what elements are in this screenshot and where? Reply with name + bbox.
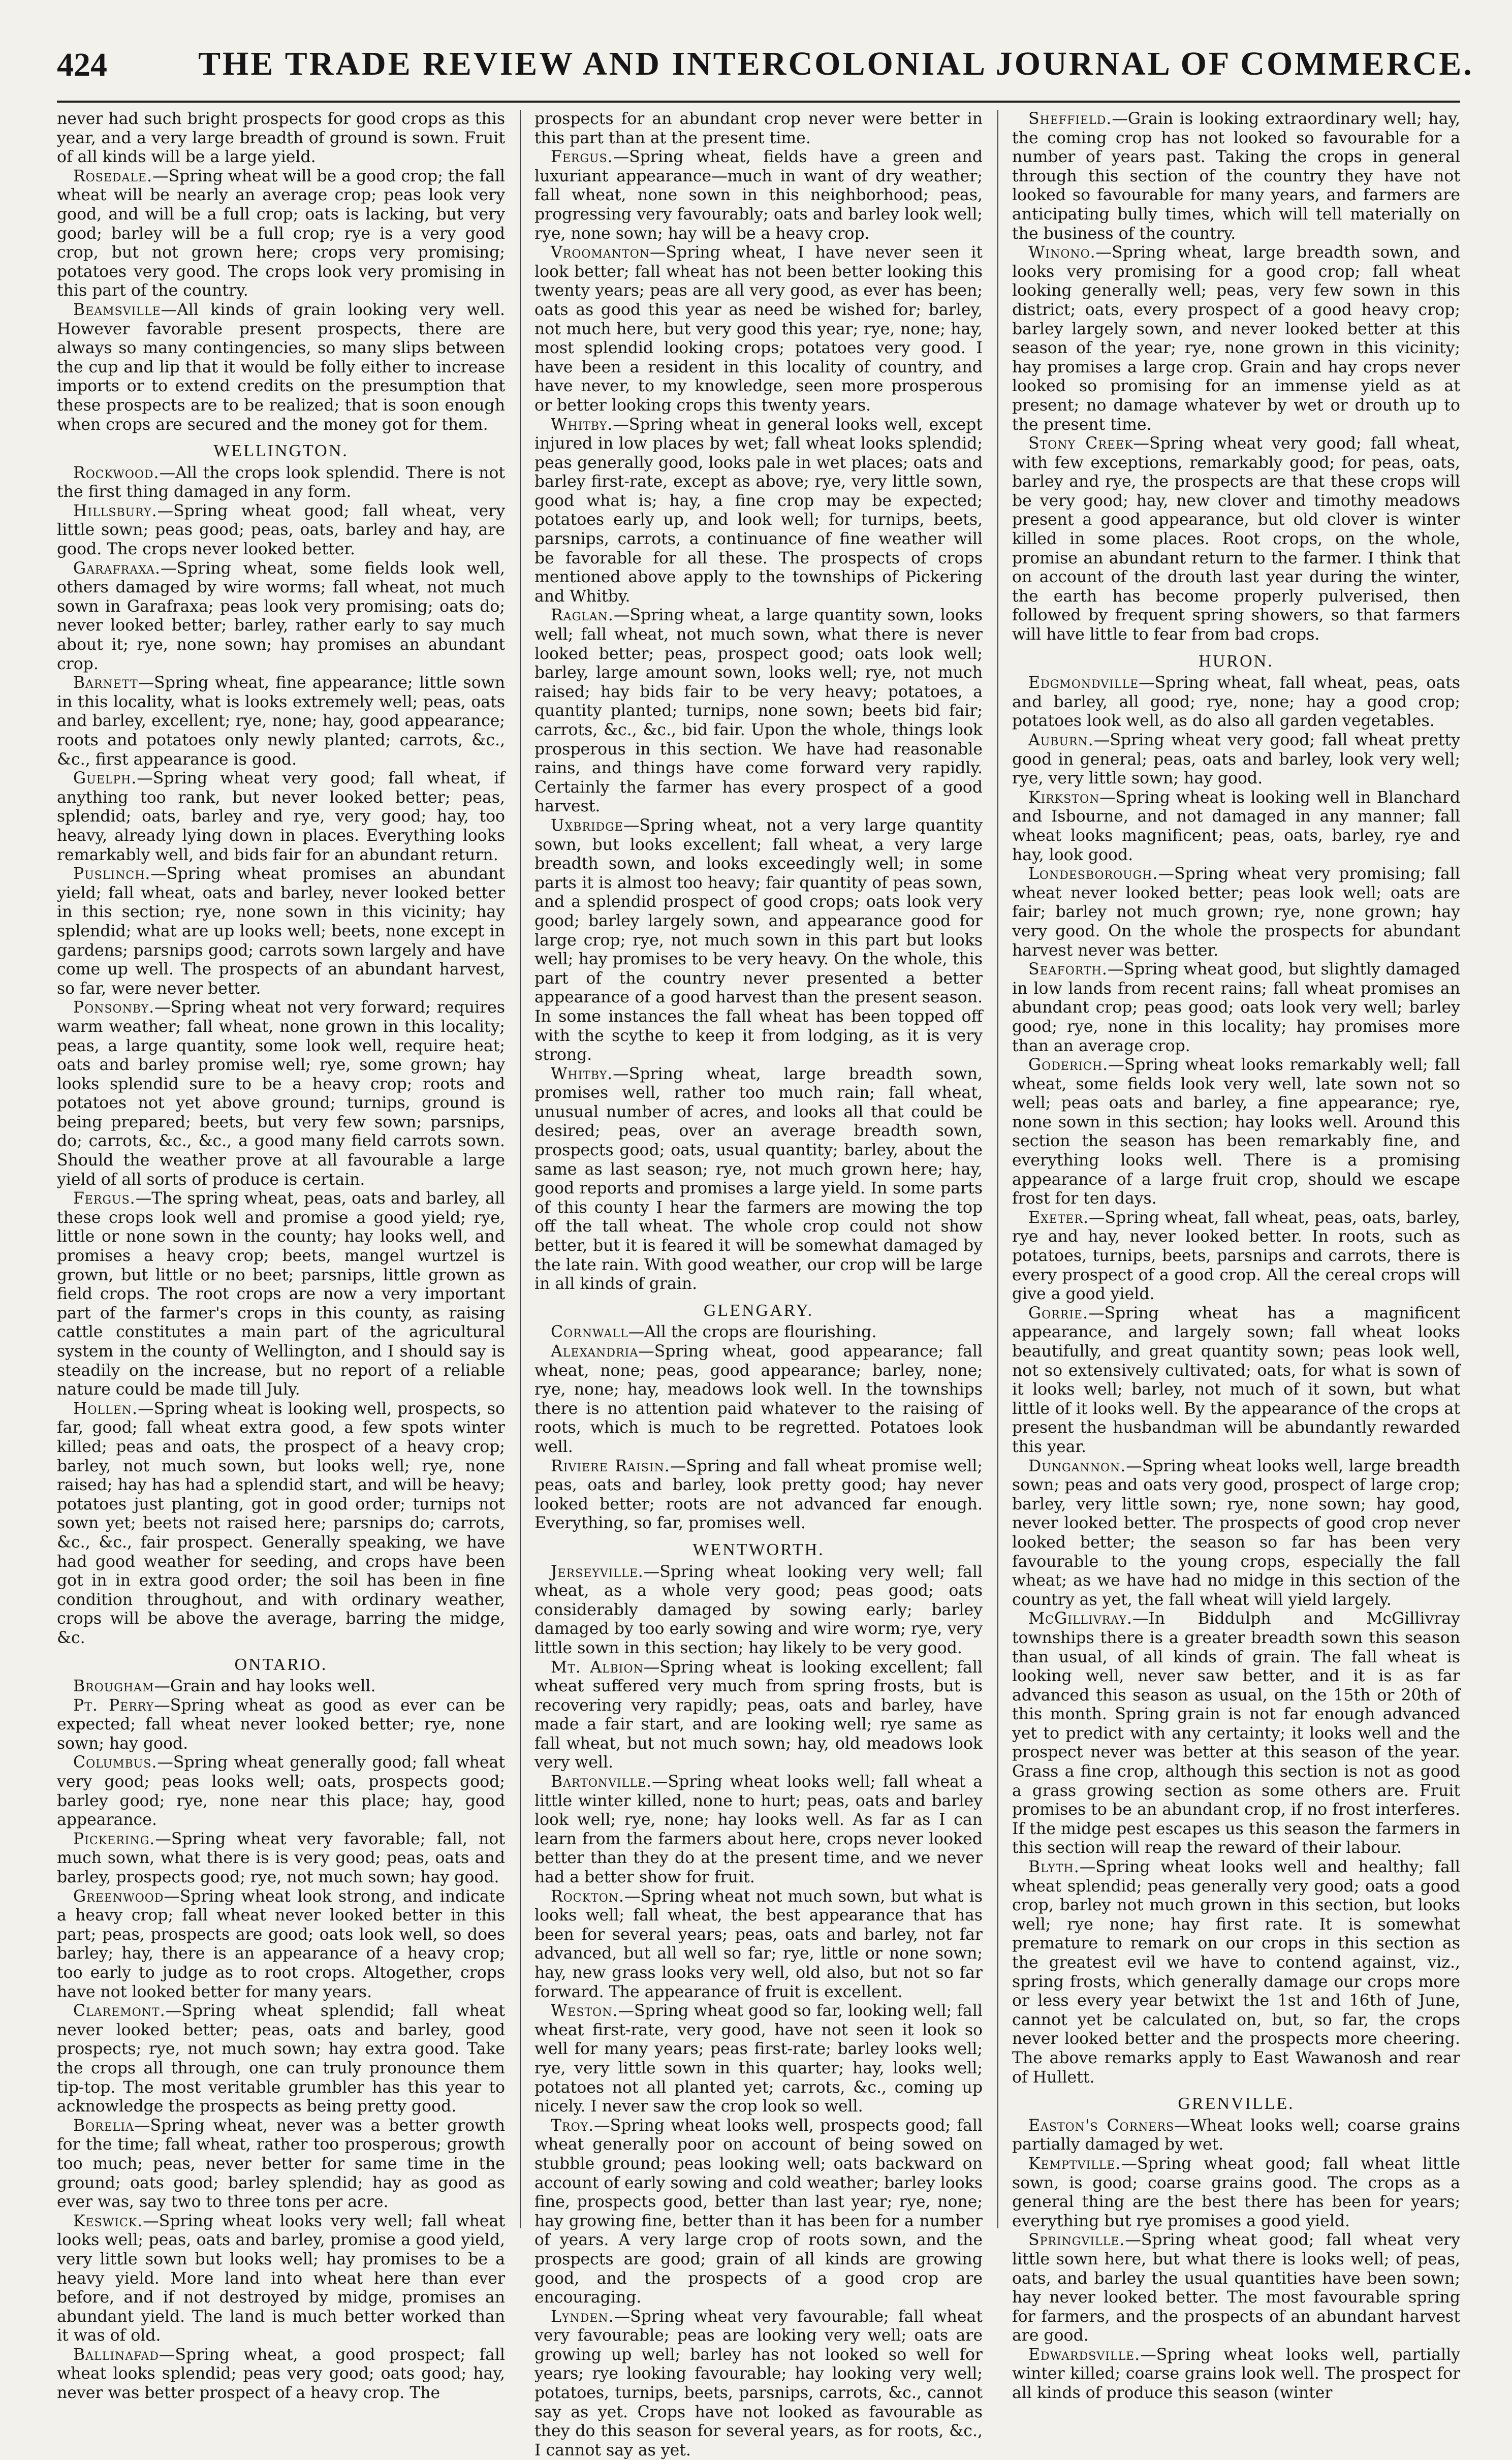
- report-text: —Spring and fall wheat promise well; peas, oats and barley, look pretty good; hay never looked better; roots are not advanced far enough. Everything, so far, promises well.: [534, 1457, 983, 1533]
- column-divider-1: [520, 110, 521, 2228]
- section-heading: GRENVILLE.: [1178, 2094, 1295, 2114]
- place-name: Easton's Corners: [1028, 2116, 1175, 2135]
- place-name: Edwardsville.: [1028, 2345, 1141, 2364]
- report-text: —Spring wheat splendid; fall wheat never looked better; peas, oats and barley, good prospects; rye, not much sown; hay extra good. Take the crops all through, one can truly pronounce them tip-top. The most veritable grumbler has this year to acknowledge the prospects as being pretty good.: [57, 2002, 505, 2116]
- section-heading: HURON.: [1199, 651, 1274, 671]
- report-paragraph: [1012, 243, 1460, 434]
- place-name: Pickering.: [73, 1830, 155, 1848]
- section-heading: GLENGARY.: [703, 1301, 814, 1320]
- report-paragraph: [534, 1065, 983, 1294]
- place-name: Guelph.: [73, 769, 137, 788]
- report-text: —Spring wheat good; fall wheat little sown, is good; coarse grains good. The crops as a general thing are the best there has been for years; everything but rye promises a good yield.: [1012, 2154, 1460, 2230]
- report-paragraph: [57, 502, 505, 559]
- place-name: Goderich.: [1028, 1056, 1109, 1075]
- place-name: Winono.: [1028, 243, 1096, 262]
- report-text: —Spring wheat very good; fall wheat pretty good in general; peas, oats and barley, look very well; rye, very little sown; hay good.: [1012, 731, 1460, 788]
- report-paragraph: [534, 2002, 983, 2117]
- page-number: 424: [57, 46, 107, 83]
- place-name: Hollen.: [73, 1399, 138, 1418]
- section-heading: ONTARIO.: [234, 1655, 328, 1674]
- page-header: [0, 41, 1512, 97]
- place-name: Garafraxa.: [73, 559, 161, 578]
- report-text: —Spring wheat good so far, looking well; fall wheat first-rate, very good, have not seen it look so well for many years; peas first-rate; barley looks well; rye, very little sown in this quarter; hay, looks well; potatoes not all planted yet; carrots, &c., coming up nicely. I never saw the crop look so well.: [534, 2002, 983, 2116]
- report-text: —Spring wheat, fields have a green and luxuriant appearance—much in want of dry weather; fall wheat, none sown in this neighborhood; peas, progressing very favourably; oats and barley look well; rye, none sown; hay will be a heavy crop.: [534, 148, 983, 243]
- report-text: —Spring wheat good; fall wheat very little sown here, but what there is looks well; of peas, oats, and barley the usual quantities have been sown; hay never looked better. The most favourable spring for farmers, and the prospects of an abundant harvest are good.: [1012, 2231, 1460, 2345]
- place-name: Springville.: [1028, 2231, 1125, 2250]
- place-name: Blyth.: [1028, 1858, 1080, 1877]
- place-name: Beamsville: [73, 300, 161, 319]
- report-text: —Spring wheat very good; fall wheat, if anything too rank, but never looked better; peas, splendid; oats, barley and rye, very good; hay, too heavy, already lying down in places. Everything looks remarkably well, and bids fair for an abundant return.: [57, 769, 505, 864]
- report-paragraph: [534, 1563, 983, 1658]
- column-3: [1012, 110, 1460, 2403]
- report-paragraph: [534, 816, 983, 1065]
- place-name: Alexandria: [551, 1342, 639, 1361]
- report-text: —Wheat looks well; coarse grains partially damaged by wet.: [1012, 2116, 1460, 2154]
- place-name: Sheffield.: [1028, 110, 1112, 128]
- report-paragraph: [1012, 731, 1460, 789]
- report-text: —Spring wheat in general looks well, except injured in low places by wet; fall wheat looks splendid; peas generally good, looks pale in wet places; oats and barley first-rate, except as above; rye, very little sown, good what is; hay, a fine crop may be expected; potatoes early up, and look well; for turnips, beets, parsnips, carrots, a continuance of fine weather will be favorable for all these. The prospects of crops mentioned above apply to the townships of Pickering and Whitby.: [534, 415, 983, 606]
- report-text: —Spring wheat looks well and healthy; fall wheat splendid; peas generally very good; oats a good crop, barley not much grown in this section, but looks well; rye none; hay first rate. It is somewhat premature to remark on our crops in this section as the greatest evil we have to contend against, viz., spring frosts, which generally damage our crops more or less every year betwixt the 1st and 16th of June, cannot yet be calculated on, but, so far, the crops never looked better and the prospects more cheering. The above remarks apply to East Wawanosh and rear of Hullett.: [1012, 1858, 1460, 2087]
- report-text: —Spring wheat is looking well in Blanchard and Isbourne, and not damaged in any manner; fall wheat looks magnificent; peas, oats, barley, rye and hay, look good.: [1012, 788, 1460, 864]
- report-text: —Spring wheat, never was a better growth for the time; fall wheat, rather too prosperous; growth too much; peas, never better for same time in the ground; oats good; barley splendid; hay as good as ever was, say two to three tons per acre.: [57, 2116, 505, 2212]
- report-text: —All the crops look splendid. There is not the first thing damaged in any form.: [57, 463, 505, 501]
- report-paragraph: [57, 2346, 505, 2403]
- report-paragraph: [57, 1696, 505, 1754]
- report-paragraph: [1012, 2155, 1460, 2231]
- report-paragraph: [1012, 1056, 1460, 1209]
- report-text: —All kinds of grain looking very well. However favorable present prospects, there are always so many contingencies, so many slips between the cup and lip that it would be folly either to increase imports or to extend credits on the presumption that these prospects are to be realized; that is soon enough when crops are secured and the money got for them.: [57, 300, 505, 434]
- report-paragraph: [57, 2002, 505, 2117]
- place-name: Gorrie.: [1028, 1304, 1089, 1322]
- place-name: Weston.: [551, 2002, 618, 2021]
- report-text: —Spring wheat good; fall wheat, very little sown; peas good; peas, oats, barley and hay, are good. The crops never looked better.: [57, 501, 505, 559]
- report-paragraph: [534, 1887, 983, 2002]
- report-paragraph: [57, 998, 505, 1189]
- place-name: Keswick.: [73, 2212, 143, 2230]
- report-text: never had such bright prospects for good crops as this year, and a very large breadth of ground is sown. Fruit of all kinds will be a large yield.: [57, 110, 505, 167]
- place-name: Greenwood: [73, 1887, 164, 1906]
- report-paragraph: [1012, 674, 1460, 731]
- place-name: Whitby.: [551, 1064, 613, 1083]
- place-name: Seaforth.: [1028, 960, 1108, 979]
- place-name: Whitby.: [551, 415, 613, 434]
- place-name: Claremont.: [73, 2002, 166, 2021]
- report-text: —Spring wheat, a large quantity sown, looks well; fall wheat, not much sown, what there is never looked better; peas, prospect good; oats look well; barley, large amount sown, looks well; rye, not much raised; hay bids fair to be very heavy; potatoes, a quantity planted; turnips, none sown; beets bid fair; carrots, &c., &c., bid fair. Upon the whole, things look prosperous in this section. We have had reasonable rains, and things have come forward very rapidly. Certainly the farmer has every prospect of a good harvest.: [534, 606, 983, 816]
- report-paragraph: [1012, 1610, 1460, 1858]
- place-name: Fergus.: [551, 148, 613, 167]
- report-paragraph: [57, 1887, 505, 2002]
- place-name: Jerseyville.: [551, 1562, 644, 1581]
- report-text: prospects for an abundant crop never were better in this part than at the present time.: [534, 110, 983, 147]
- report-paragraph: [57, 1753, 505, 1830]
- column-divider-2: [997, 110, 998, 2228]
- report-text: —Spring wheat as good as ever can be expected; fall wheat never looked better; rye, none sown; hay good.: [57, 1696, 505, 1753]
- report-paragraph: [57, 110, 505, 167]
- place-name: Hillsbury.: [73, 501, 158, 520]
- report-paragraph: [1012, 1304, 1460, 1457]
- report-text: —Spring wheat will be a good crop; the fall wheat will be nearly an average crop; peas look very good, and will be a full crop; oats is lacking, but very good; barley will be a full crop; rye is a very good crop, but not grown here; crops very promising; potatoes very good. The crops look very promising in this part of the country.: [57, 167, 506, 300]
- place-name: Rockwood.: [73, 463, 160, 482]
- text-columns: [57, 110, 1460, 2459]
- report-text: —Spring wheat not very forward; requires warm weather; fall wheat, none grown in this locality; peas, a large quantity, some look well, require heat; oats and barley promise well; rye, some grown; hay looks splendid sure to be a heavy crop; roots and potatoes not yet above ground; turnips, ground is being prepared; beets, but very few sown; parsnips, do; carrots, &c., &c., a good many field carrots sown. Should the weather prove at all favourable a large yield of all sorts of produce is certain.: [57, 998, 505, 1189]
- place-name: Londesborough.: [1028, 865, 1158, 884]
- report-paragraph: [534, 1342, 983, 1457]
- place-name: Ballinafad: [73, 2345, 159, 2364]
- report-paragraph: [57, 1830, 505, 1887]
- column-2: [534, 110, 983, 2459]
- report-paragraph: [534, 243, 983, 415]
- report-text: —Spring wheat, fall wheat, peas, oats, barley, rye and hay, never looked better. In roots, such as potatoes, turnips, beets, parsnips and carrots, there is every prospect of a good crop. All the cereal crops will give a good yield.: [1012, 1208, 1460, 1304]
- report-paragraph: [534, 606, 983, 816]
- header-rule: [57, 101, 1460, 103]
- report-text: —Spring wheat looks remarkably well; fall wheat, some fields look very well, late sown not so well; peas oats and barley, a fine appearance; rye, none sown in this section; hay looks well. Around this section the season has been remarkably fine, and everything looks well. There is a promising appearance of a large fruit crop, should we escape frost for ten days.: [1012, 1056, 1460, 1208]
- report-paragraph: [57, 464, 505, 502]
- report-paragraph: [57, 1677, 505, 1696]
- report-paragraph: [57, 301, 505, 434]
- report-paragraph: [1012, 1209, 1460, 1304]
- report-text: —Spring wheat promises an abundant yield; fall wheat, oats and barley, never looked better in this section; rye, none sown in this vicinity; hay splendid; what are up looks well; beets, none except in gardens; parsnips good; carrots sown largely and have come up well. The prospects of an abundant harvest, so far, were never better.: [57, 865, 505, 998]
- report-text: —Spring wheat has a magnificent appearance, and largely sown; fall wheat looks beautifully, and great quantity sown; peas look well, not so extensively cultivated; oats, for what is sown of it looks well; barley, not much of it sown, but what little of it looks well. By the appearance of the crops at present the husbandman will be abundantly rewarded this year.: [1012, 1304, 1460, 1456]
- report-paragraph: [534, 2308, 983, 2460]
- report-text: —Spring wheat looks very well; fall wheat looks well; peas, oats and barley, promise a good yield, very little sown but looks well; hay promises to be a heavy yield. More land into wheat here than ever before, and if not destroyed by midge, promises an abundant yield. The land is much better worked than it was of old.: [57, 2212, 505, 2345]
- report-paragraph: [1012, 2231, 1460, 2346]
- report-paragraph: [534, 148, 983, 243]
- place-name: Stony Creek: [1028, 434, 1133, 453]
- report-paragraph: [534, 416, 983, 607]
- report-text: —Spring wheat is looking excellent; fall wheat suffered very much from spring frosts, but is recovering very rapidly; peas, oats and barley, have made a fair start, and are looking well; rye same as fall wheat, but not much sown; hay, old meadows look very well.: [534, 1658, 983, 1772]
- report-text: —Spring wheat very promising; fall wheat never looked better; peas look well; oats are fair; barley not much grown; rye, none grown; hay very good. On the whole the prospects for abundant harvest never was better.: [1012, 865, 1460, 960]
- report-text: —In Biddulph and McGillivray townships there is a greater breadth sown this season than usual, of all kinds of grain. The fall wheat is looking well, never saw better, and it is as far advanced this season as usual, on the 15th or 20th of this month. Spring grain is not far enough advanced yet to predict with any certainty; it looks well and the prospect never was better at this season of the year. Grass a fine crop, although this section is not as good a grass growing section as some others are. Fruit promises to be an abundant crop, if no frost interferes. If the midge pest escapes us this season the farmers in this section will reap the reward of their labour.: [1012, 1610, 1460, 1857]
- report-text: —Spring wheat good, but slightly damaged in low lands from recent rains; fall wheat promises an abundant crop; peas good; oats look very well; barley good; rye, none in this locality; hay promises more than an average crop.: [1012, 960, 1460, 1055]
- place-name: Rosedale.: [73, 167, 153, 185]
- place-name: Vroomanton: [551, 243, 650, 262]
- report-paragraph: [57, 769, 505, 865]
- report-text: —Spring wheat, good appearance; fall wheat, none; peas, good appearance; barley, none; rye, none; hay, meadows look well. In the townships there is no attention paid whatever to the raising of roots, which is much to be regretted. Potatoes look well.: [534, 1342, 983, 1456]
- report-paragraph: [57, 674, 505, 769]
- place-name: Kemptville.: [1028, 2154, 1121, 2173]
- report-paragraph: [534, 110, 983, 148]
- report-paragraph: [57, 865, 505, 998]
- place-name: Mt. Albion: [551, 1658, 644, 1677]
- report-paragraph: [1012, 110, 1460, 243]
- report-text: —Spring wheat, some fields look well, others damaged by wire worms; fall wheat, not much sown in Garafraxa; peas look very promising; oats do; never looked better; barley, rather early to say much about it; rye, none sown; hay promises an abundant crop.: [57, 559, 505, 673]
- report-text: —Spring wheat, I have never seen it look better; fall wheat has not been better looking this twenty years; peas are all very good, as ever has been; oats as good this year as need be wished for; barley, not much here, but very good this year; rye, none; hay, most splendid looking crops; potatoes very good. I have been a resident in this locality of country, and have never, to my knowledge, seen more prosperous or better looking crops this twenty years.: [534, 243, 983, 415]
- place-name: Exeter.: [1028, 1208, 1089, 1227]
- place-name: Uxbridge: [551, 816, 623, 835]
- report-text: —Spring wheat very favorable; fall, not much sown, what there is is very good; peas, oats and barley, prospects good; rye, not much sown; hay good.: [57, 1830, 505, 1887]
- running-title: THE TRADE REVIEW AND INTERCOLONIAL JOURNAL OF COMMERCE.: [198, 45, 1474, 82]
- report-text: —The spring wheat, peas, oats and barley, all these crops look well and promise a good yield; rye, little or none sown in the county; hay looks well, and promises a heavy crop; beets, mangel wurtzel is grown, but little or no beet; parsnips, little grown as field crops. The root crops are now a very important part of the farmer's crops in this county, as raising cattle constitutes a main part of the agricultural system in the county of Wellington, and I should say is steadily on the increase, but no report of a reliable nature could be made till July.: [57, 1189, 505, 1399]
- report-text: —Grain is looking extraordinary well; hay, the coming crop has not looked so favourable for a number of years past. Taking the crops in general through this section of the country they have not looked so favourable for many years, and farmers are anticipating bully times, which will tell materially on the business of the country.: [1012, 110, 1460, 243]
- report-paragraph: [57, 2212, 505, 2346]
- place-name: Barnett: [73, 674, 138, 692]
- report-paragraph: [1012, 865, 1460, 960]
- place-name: Raglan.: [551, 606, 614, 625]
- place-name: Riviere Raisin.: [551, 1457, 670, 1475]
- place-name: Auburn.: [1028, 731, 1094, 749]
- report-paragraph: [534, 1457, 983, 1533]
- report-paragraph: [534, 1323, 983, 1342]
- report-text: —Spring wheat generally good; fall wheat very good; peas looks well; oats, prospects good; barley good; rye, none near this place; hay, good appearance.: [57, 1753, 505, 1830]
- report-paragraph: [1012, 2346, 1460, 2403]
- place-name: Cornwall: [551, 1323, 628, 1342]
- place-name: Borelia: [73, 2116, 134, 2135]
- report-paragraph: [57, 1400, 505, 1648]
- place-name: Lynden.: [551, 2307, 614, 2326]
- report-paragraph: [57, 167, 505, 301]
- place-name: Brougham: [73, 1677, 154, 1696]
- report-text: —Spring wheat, large breadth sown, promises well, rather too much rain; fall wheat, unusual number of acres, and looks all that could be desired; peas, over an average breadth sown, prospects good; oats, usual quantity; barley, about the same as last season; rye, not much grown here; hay, good reports and promises a large yield. In some parts of this county I hear the farmers are mowing the top off the tall wheat. The whole crop could not show better, but it is feared it will be somewhat damaged by the late rain. With good weather, our crop will be large in all kinds of grain.: [534, 1064, 983, 1294]
- place-name: Troy.: [551, 2116, 594, 2135]
- section-heading: WENTWORTH.: [692, 1540, 825, 1559]
- section-heading: WELLINGTON.: [213, 441, 349, 461]
- report-text: —Spring wheat, large breadth sown, and looks very promising for a good crop; fall wheat looking generally well; peas, very few sown in this district; oats, every prospect of a good heavy crop; barley largely sown, and never looked better at this season of the year; rye, none grown in this vicinity; hay promises a large crop. Grain and hay crops never looked so promising for an immense yield as at present; no damage whatever by wet or drouth up to the present time.: [1012, 243, 1460, 434]
- place-name: Pt. Perry: [73, 1696, 154, 1715]
- column-1: [57, 110, 506, 2403]
- report-text: —Spring wheat is looking well, prospects, so far, good; fall wheat extra good, a few spots winter killed; peas and oats, the prospect of a heavy crop; barley, not much sown, but looks well; rye, none raised; hay has had a splendid start, and will be heavy; potatoes just planting, got in good order; turnips not sown yet; beets not raised here; parsnips do; carrots, &c., &c., fair prospect. Generally speaking, we have had good weather for seeding, and crops have been got in in extra good order; the soil has been in fine condition throughout, and with ordinary weather, crops will be above the average, barring the midge, &c.: [57, 1399, 505, 1647]
- place-name: Kirkston: [1028, 788, 1100, 807]
- report-text: —Spring wheat, a good prospect; fall wheat looks splendid; peas very good; oats good; hay, never was better prospect of a heavy crop. The: [57, 2345, 505, 2403]
- place-name: Fergus.: [73, 1189, 136, 1208]
- place-name: Puslinch.: [73, 865, 151, 884]
- report-text: —Spring wheat, fall wheat, peas, oats and barley, all good; rye, none; hay a good crop; potatoes look well, as do also all garden vegetables.: [1012, 674, 1460, 731]
- report-text: —Spring wheat looks well, partially winter killed; coarse grains look well. The prospect for all kinds of produce this season (winter: [1012, 2345, 1460, 2403]
- report-paragraph: [57, 1189, 505, 1400]
- report-text: —Grain and hay looks well.: [154, 1677, 376, 1696]
- place-name: Rockton.: [551, 1887, 624, 1906]
- report-paragraph: [57, 559, 505, 674]
- report-paragraph: [1012, 434, 1460, 645]
- report-paragraph: [1012, 789, 1460, 865]
- report-text: —Spring wheat looks well; fall wheat a little winter killed, none to hurt; peas, oats and barley look well; rye, none; hay looks well. As far as I can learn from the farmers about here, crops never looked better than they do at the present time, and we never had a better show for fruit.: [534, 1773, 983, 1887]
- report-text: —Spring wheat looks well, large breadth sown; peas and oats very good, prospect of large crop; barley, very little sown; rye, none sown; hay good, never looked better. The prospects of good crop never looked better; the season so far has been very favourable to the young crops, especially the fall wheat; as we have had no midge in this section of the country as yet, the fall wheat will yield largely.: [1012, 1457, 1460, 1609]
- place-name: Columbus.: [73, 1753, 158, 1772]
- report-paragraph: [534, 1658, 983, 1773]
- report-text: —Spring wheat, fine appearance; little sown in this locality, what is looks extremely well; peas, oats and barley, excellent; rye, none; hay, good appearance; roots and potatoes only newly planted; carrots, &c., &c., first appearance is good.: [57, 674, 505, 769]
- report-paragraph: [1012, 960, 1460, 1056]
- place-name: Dungannon.: [1028, 1457, 1126, 1475]
- report-paragraph: [1012, 1457, 1460, 1610]
- place-name: McGillivray.: [1028, 1610, 1132, 1628]
- report-text: —Spring wheat very good; fall wheat, with few exceptions, remarkably good; for peas, oats, barley and rye, the prospects are that these crops will be very good; hay, new clover and timothy meadows present a good appearance, but old clover is winter killed in some places. Root crops, on the whole, promise an abundant return to the farmer. I think that on account of the drouth last year during the winter, the earth has become properly pulverised, then followed by frequent spring showers, so that farmers will have little to fear from bad crops.: [1012, 434, 1460, 644]
- report-paragraph: [1012, 2117, 1460, 2155]
- report-paragraph: [534, 1773, 983, 1887]
- report-text: —Spring wheat not much sown, but what is looks well; fall wheat, the best appearance that has been for several years; peas, oats and barley, not far advanced, but all well so far; rye, little or none sown; hay, new grass looks very well, old also, but not so far forward. The appearance of fruit is excellent.: [534, 1887, 983, 2001]
- report-paragraph: [1012, 1858, 1460, 2087]
- report-paragraph: [57, 2117, 505, 2212]
- place-name: Bartonville.: [551, 1773, 652, 1791]
- report-text: —Spring wheat looking very well; fall wheat, as a whole very good; peas good; oats considerably damaged by sowing early; barley damaged by too early sowing and wire worm; rye, very little sown in this section; hay likely to be very good.: [534, 1562, 983, 1657]
- report-text: —Spring wheat look strong, and indicate a heavy crop; fall wheat never looked better in this part; peas, prospects are good; oats look well, so does barley; hay, there is an appearance of a heavy crop; too early to judge as to root crops. Altogether, crops have not looked better for many years.: [57, 1887, 505, 2001]
- place-name: Ponsonby.: [73, 998, 155, 1017]
- report-text: —Spring wheat, not a very large quantity sown, but looks excellent; fall wheat, a very large breadth sown, and looks exceedingly well; in some parts it is almost too heavy; fair quantity of peas sown, and a splendid prospect of good crops; oats look very good; barley largely sown, and appearance good for large crop; rye, not much sown in this part but looks well; hay promises to be very heavy. On the whole, this part of the country never presented a better appearance of a good harvest than the present season. In some instances the fall wheat has been topped off with the scythe to keep it from lodging, as it is very strong.: [534, 816, 983, 1064]
- place-name: Edgmondville: [1028, 674, 1139, 692]
- report-text: —Spring wheat very favourable; fall wheat very favourable; peas are looking very well; oats are growing up well; barley has not looked so well for years; rye looking favourable; hay looking very well; potatoes, turnips, beets, parsnips, carrots, &c., cannot say as yet. Crops have not looked as favourable as they do this season for several years, as for roots, &c., I cannot say as yet.: [534, 2307, 983, 2459]
- report-paragraph: [534, 2117, 983, 2308]
- report-text: —All the crops are flourishing.: [628, 1323, 877, 1342]
- report-text: —Spring wheat looks well, prospects good; fall wheat generally poor on account of being sowed on stubble ground; peas looking well; oats backward on account of early sowing and cold weather; barley looks fine, prospects good, better than last year; rye, none; hay growing fine, better than it has been for a number of years. A very large crop of roots sown, and the prospects are good; grain of all kinds are growing good, and the prospects of a good crop are encouraging.: [534, 2116, 983, 2307]
